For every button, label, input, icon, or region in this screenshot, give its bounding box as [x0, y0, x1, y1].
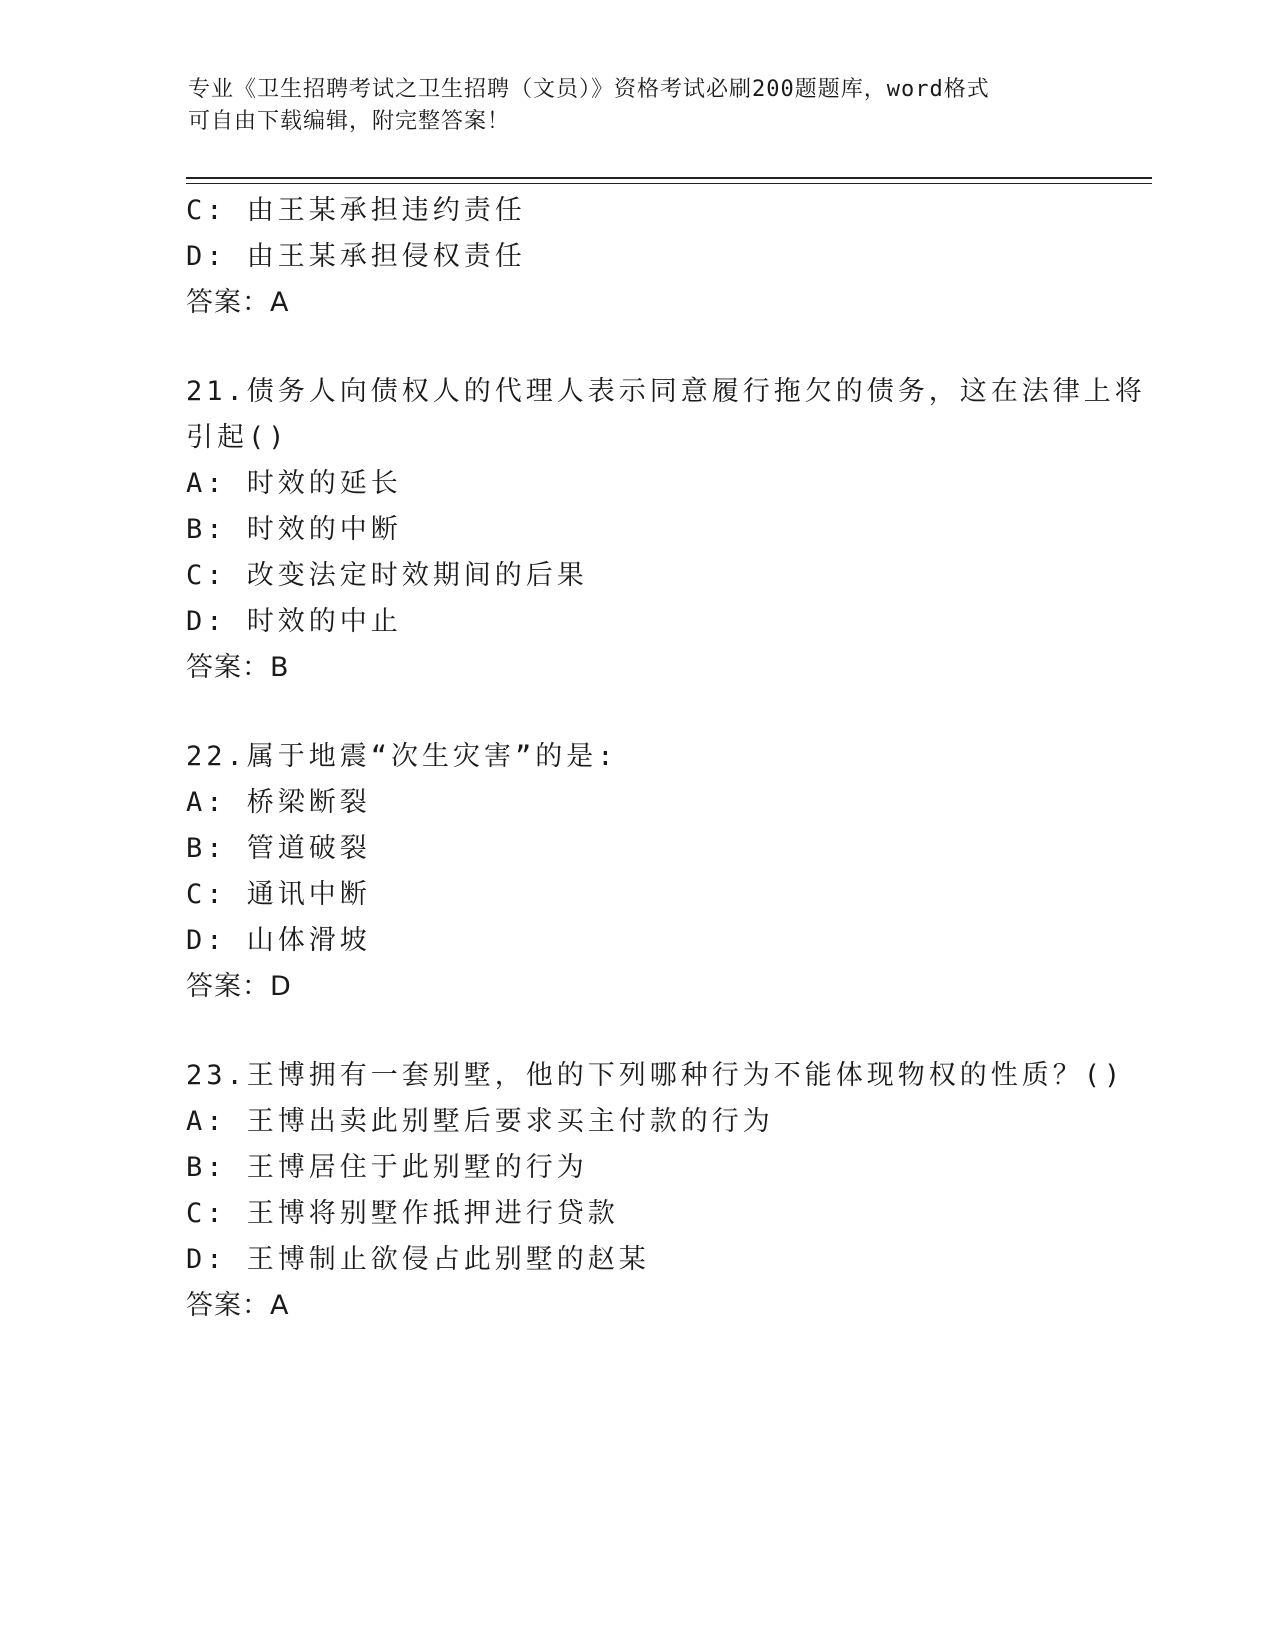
- option-c: C: 改变法定时效期间的后果: [186, 560, 588, 591]
- option-d: D: 山体滑坡: [186, 925, 371, 956]
- option-d: D: 时效的中止: [186, 606, 402, 637]
- header-rule-thick: [186, 177, 1152, 179]
- question-stem: 22.属于地震“次生灾害”的是:: [186, 741, 618, 772]
- document-header: [188, 74, 1088, 138]
- question-stem-cont: 引起(): [186, 422, 289, 453]
- question-21: [186, 369, 1146, 691]
- spacer: [186, 691, 1086, 734]
- option-a: A: 王博出卖此别墅后要求买主付款的行为: [186, 1106, 774, 1137]
- question-content: [186, 188, 1146, 1329]
- option-c: C: 通讯中断: [186, 879, 371, 910]
- spacer: [186, 1010, 1086, 1053]
- header-rule-thin: [186, 183, 1152, 184]
- spacer: [186, 326, 1086, 369]
- option-a: A: 时效的延长: [186, 468, 402, 499]
- prev-question-tail: [186, 188, 1086, 326]
- option-c: C: 由王某承担违约责任: [186, 195, 526, 226]
- option-b: B: 王博居住于此别墅的行为: [186, 1152, 588, 1183]
- option-c: C: 王博将别墅作抵押进行贷款: [186, 1198, 619, 1229]
- answer: 答案：B: [186, 652, 290, 683]
- header-line-1: 专业《卫生招聘考试之卫生招聘（文员）》资格考试必刷200题题库，word格式: [188, 77, 990, 102]
- answer: 答案：A: [186, 287, 290, 318]
- option-b: B: 时效的中断: [186, 514, 402, 545]
- option-a: A: 桥梁断裂: [186, 787, 371, 818]
- question-23: [186, 1053, 1125, 1329]
- question-22: [186, 734, 1086, 1010]
- header-line-2: 可自由下载编辑，附完整答案！: [188, 109, 511, 134]
- option-b: B: 管道破裂: [186, 833, 371, 864]
- question-stem: 23.王博拥有一套别墅，他的下列哪种行为不能体现物权的性质？(): [186, 1060, 1125, 1091]
- answer: 答案：A: [186, 1290, 290, 1321]
- option-d: D: 王博制止欲侵占此别墅的赵某: [186, 1244, 650, 1275]
- question-stem: 21.债务人向债权人的代理人表示同意履行拖欠的债务，这在法律上将: [186, 376, 1146, 407]
- option-d: D: 由王某承担侵权责任: [186, 241, 526, 272]
- answer: 答案：D: [186, 971, 292, 1002]
